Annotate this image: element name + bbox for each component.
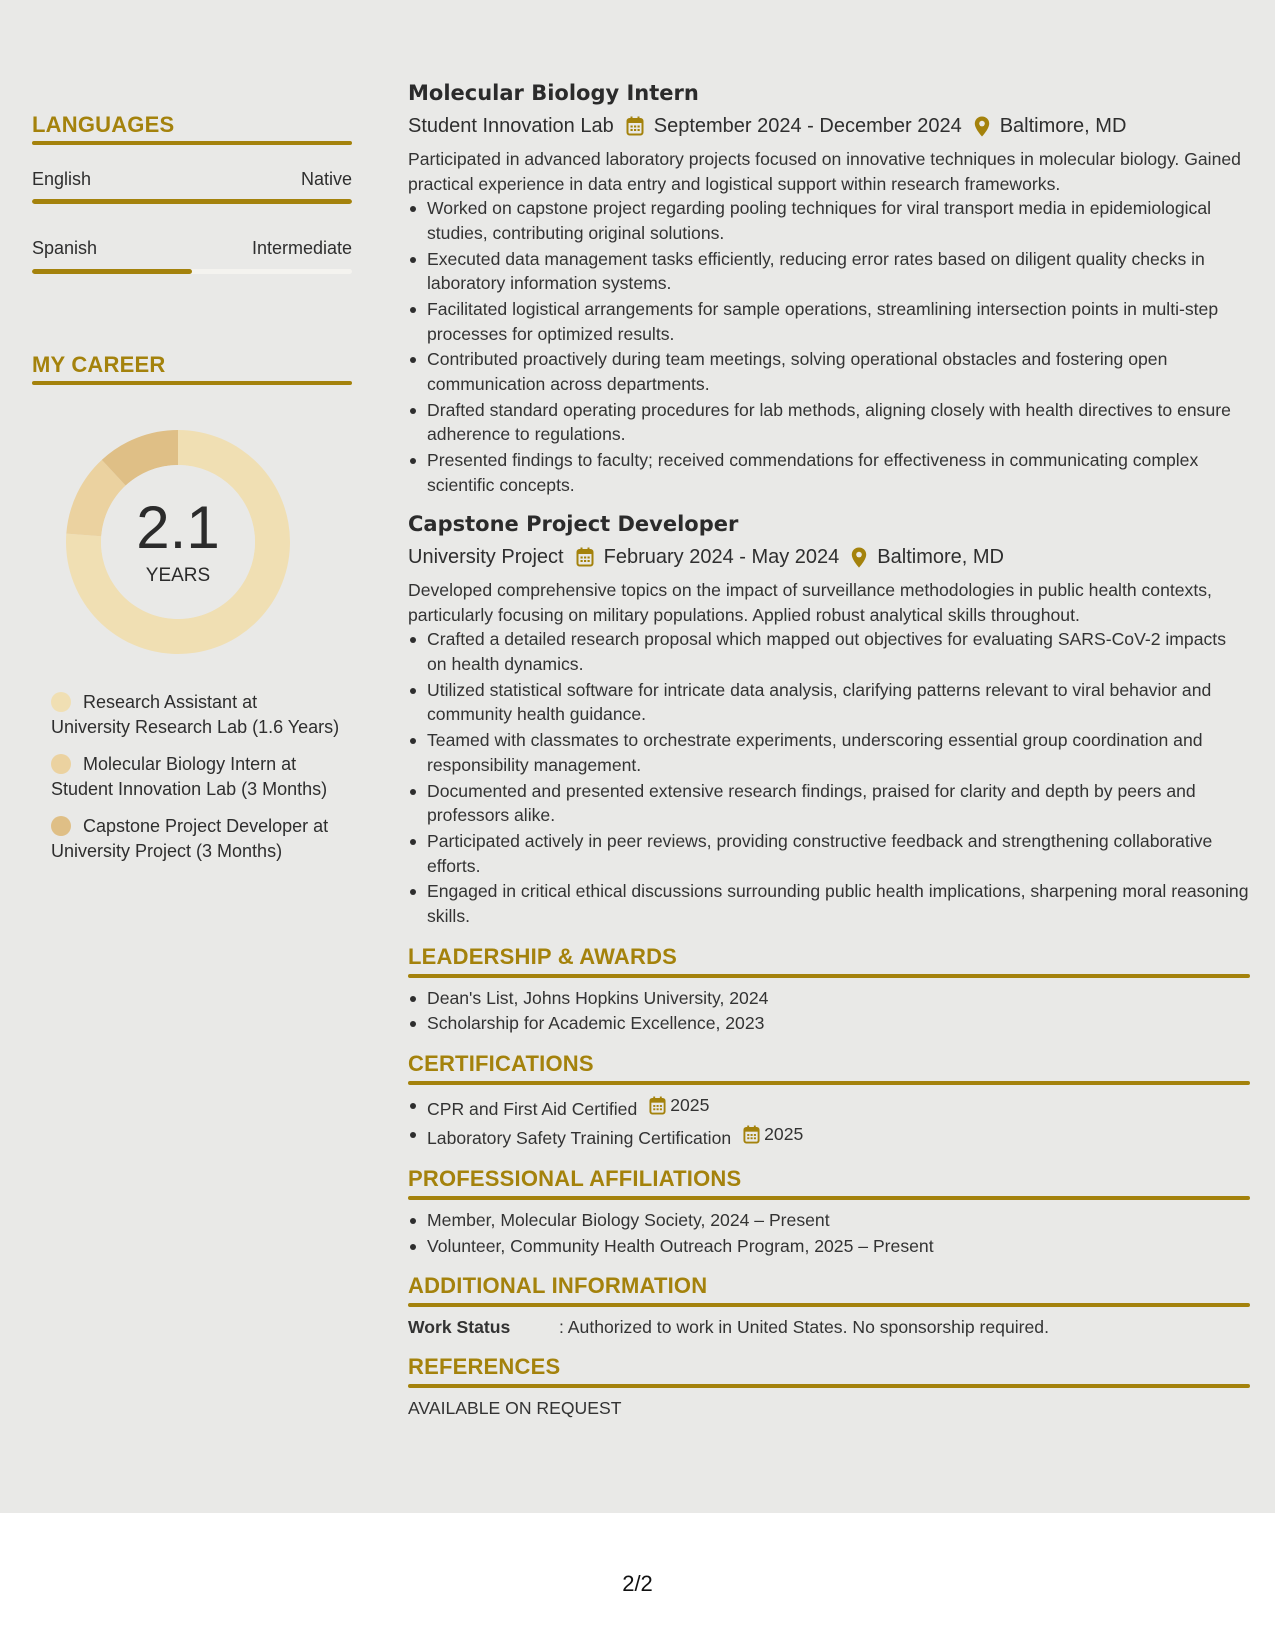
languages-title: LANGUAGES xyxy=(32,112,175,137)
legend-dot xyxy=(51,754,71,774)
job-dates: September 2024 - December 2024 xyxy=(653,115,962,137)
section-rule xyxy=(408,974,1250,978)
list-item: Contributed proactively during team meetings, solving operational obstacles and fostering open communication across departments. xyxy=(408,347,1250,396)
legend-dot xyxy=(51,692,71,712)
list-item: Engaged in critical ethical discussions surrounding public health implications, sharpening moral reasoning skills. xyxy=(408,879,1250,928)
list-item: Member, Molecular Biology Society, 2024 – Present xyxy=(408,1208,1250,1233)
job-organization: University Project xyxy=(408,546,564,569)
career-legend xyxy=(51,690,341,876)
job-location: Baltimore, MD xyxy=(877,546,1004,569)
job-description: Participated in advanced laboratory projects focused on innovative techniques in molecular biology. Gained practical experience in data entry and logistical support within research frameworks. xyxy=(408,149,1241,194)
list-item: Teamed with classmates to orchestrate experiments, underscoring essential group coordination and responsibility management. xyxy=(408,728,1250,777)
job-dates: February 2024 - May 2024 xyxy=(603,546,840,569)
career-rule xyxy=(32,381,352,385)
career-legend-item: Molecular Biology Intern at Student Innovation Lab (3 Months) xyxy=(51,754,328,799)
leadership-section xyxy=(408,943,1250,1036)
job-location: Baltimore, MD xyxy=(999,115,1127,137)
job-meta xyxy=(408,111,1250,141)
affiliations-section xyxy=(408,1165,1250,1258)
certifications-section xyxy=(408,1050,1250,1151)
list-item: Presented findings to faculty; received commendations for effectiveness in communicating complex scientific concepts. xyxy=(408,448,1250,497)
career-legend-item: Capstone Project Developer at University Project (3 Months) xyxy=(51,816,329,861)
experience-entry xyxy=(408,78,1250,497)
work-status-row xyxy=(408,1315,1250,1339)
language-row-spanish xyxy=(32,238,352,259)
list-item: Laboratory Safety Training Certification 2025 xyxy=(408,1122,1250,1150)
language-bar-fill xyxy=(32,269,192,274)
section-title: REFERENCES xyxy=(408,1354,561,1380)
list-item: Drafted standard operating procedures for lab methods, aligning closely with health directives to ensure adherence to regulations. xyxy=(408,398,1250,447)
languages-rule xyxy=(32,141,352,145)
language-level: Native xyxy=(300,169,352,189)
job-bullets xyxy=(408,196,1250,497)
calendar-icon xyxy=(626,116,644,136)
career-legend-item: Research Assistant at University Research Lab (1.6 Years) xyxy=(51,692,340,737)
list-item: Crafted a detailed research proposal which mapped out objectives for evaluating SARS-CoV-2 impacts on health dynamics. xyxy=(408,627,1250,676)
section-title: CERTIFICATIONS xyxy=(408,1050,594,1076)
calendar-icon xyxy=(743,1125,760,1144)
job-meta xyxy=(408,542,1250,572)
references-section xyxy=(408,1353,1250,1420)
experience-entry xyxy=(408,509,1250,928)
info-label: Work Status xyxy=(408,1317,511,1338)
section-rule xyxy=(408,1196,1250,1200)
legend-dot xyxy=(51,816,71,836)
job-bullets xyxy=(408,627,1250,928)
list-item: Dean's List, Johns Hopkins University, 2024 xyxy=(408,986,1250,1011)
calendar-icon xyxy=(576,547,594,567)
job-title: Capstone Project Developer xyxy=(408,512,739,537)
section-rule xyxy=(408,1303,1250,1307)
language-bar-fill xyxy=(32,199,352,204)
language-bar-english xyxy=(32,199,352,204)
list-item: Facilitated logistical arrangements for sample operations, streamlining intersection points in multi-step processes for optimized results. xyxy=(408,297,1250,346)
language-name: Spanish xyxy=(32,238,98,258)
list-item: Scholarship for Academic Excellence, 2023 xyxy=(408,1011,1250,1036)
section-title: LEADERSHIP & AWARDS xyxy=(408,943,678,969)
language-bar-spanish xyxy=(32,269,352,274)
info-value: : Authorized to work in United States. No sponsorship required. xyxy=(559,1317,1049,1338)
list-item: Executed data management tasks efficiently, reducing error rates based on diligent quality checks in laboratory information systems. xyxy=(408,247,1250,296)
calendar-icon xyxy=(649,1096,666,1115)
language-level: Intermediate xyxy=(251,238,352,258)
list-item: CPR and First Aid Certified 2025 xyxy=(408,1093,1250,1121)
section-rule xyxy=(408,1384,1250,1388)
career-total-unit: YEARS xyxy=(145,565,211,586)
section-title: ADDITIONAL INFORMATION xyxy=(408,1273,708,1299)
career-total-years: 2.1 xyxy=(136,494,220,561)
section-title: PROFESSIONAL AFFILIATIONS xyxy=(408,1165,742,1191)
list-item: Volunteer, Community Health Outreach Program, 2025 – Present xyxy=(408,1234,1250,1259)
list-item: Documented and presented extensive research findings, praised for clarity and depth by peers and professors alike. xyxy=(408,779,1250,828)
right-column xyxy=(408,78,1250,1420)
page-number: 2/2 xyxy=(622,1571,653,1596)
additional-info-section xyxy=(408,1272,1250,1339)
list-item: Worked on capstone project regarding pooling techniques for viral transport media in epidemiological studies, contributing original solutions. xyxy=(408,196,1250,245)
references-text: AVAILABLE ON REQUEST xyxy=(408,1398,622,1419)
career-title: MY CAREER xyxy=(32,352,166,377)
location-pin-icon xyxy=(974,116,990,137)
job-title: Molecular Biology Intern xyxy=(408,81,699,105)
language-row-english xyxy=(32,169,352,190)
language-name: English xyxy=(32,169,92,189)
cert-year: 2025 xyxy=(670,1094,710,1115)
cert-year: 2025 xyxy=(764,1124,804,1145)
job-description: Developed comprehensive topics on the impact of surveillance methodologies in public health contexts, particularly focusing on military populations. Applied robust analytical skills throughout. xyxy=(408,580,1212,625)
list-item: Participated actively in peer reviews, providing constructive feedback and strengthening collaborative efforts. xyxy=(408,829,1250,878)
job-organization: Student Innovation Lab xyxy=(408,115,614,137)
list-item: Utilized statistical software for intricate data analysis, clarifying patterns relevant to viral behavior and community health guidance. xyxy=(408,678,1250,727)
location-pin-icon xyxy=(851,547,867,568)
section-rule xyxy=(408,1081,1250,1085)
